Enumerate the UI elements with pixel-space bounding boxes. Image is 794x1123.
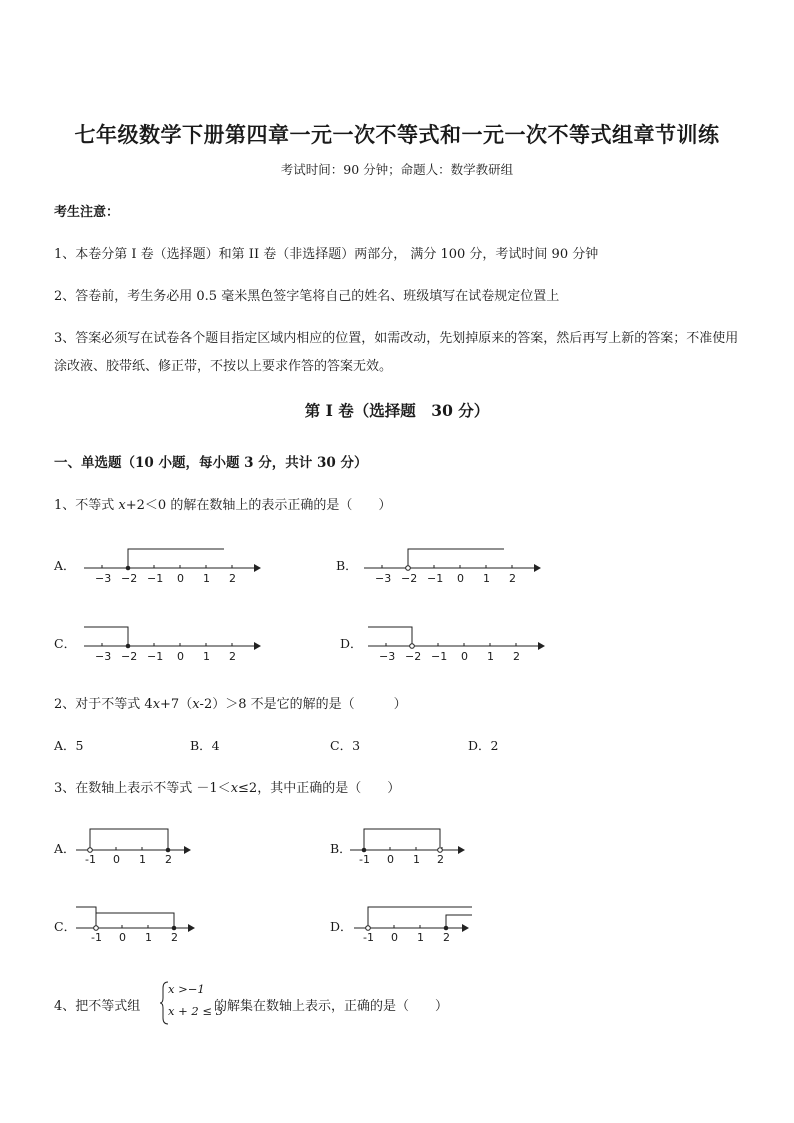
tick-label: 1 [203,572,210,585]
tick-label: 2 [165,853,172,866]
q1-option-c-number-line[interactable] [84,622,264,666]
q1-option-a-label[interactable]: A． [54,558,76,573]
question-3-text-a: 3、在数轴上表示不等式 －1＜ [54,781,231,796]
solid-endpoint [166,848,171,853]
tick-label: 2 [229,572,236,585]
tick-label: 2 [437,853,444,866]
q3-option-c-label[interactable]: C． [54,919,77,934]
question-4-pre: 4、把不等式组 [54,999,141,1014]
question-4-post: 的解集在数轴上表示，正确的是（ ） [214,999,449,1014]
notice-item-1: 1、本卷分第 I 卷（选择题）和第 II 卷（非选择题）两部分， 满分 100 分，考试时间 90 分钟 [54,247,599,262]
exam-subtitle: 考试时间：90 分钟；命题人：数学教研组 [280,162,514,177]
q2-option-b[interactable]: B．4 [190,738,220,753]
question-1-var: x [118,498,126,513]
question-1-pre: 1、不等式 [54,498,119,513]
solution-ray-upper [368,907,472,925]
tick-label: 0 [387,853,394,866]
question-2-text-a: 2、对于不等式 4 [54,697,153,712]
solution-ray-left [76,907,96,925]
tick-label: -1 [91,931,102,944]
tick-label: -1 [359,853,370,866]
tick-label: 1 [139,853,146,866]
tick-label: 2 [171,931,178,944]
q3-option-c-number-line[interactable] [76,904,201,946]
solid-endpoint [172,926,177,931]
tick-label: 0 [119,931,126,944]
open-endpoint [366,926,371,931]
q2-option-a[interactable]: A．5 [54,738,84,753]
axis-arrow [188,924,195,932]
question-2-text-c: -2）＞8 不是它的解的是（ ） [199,697,407,712]
solution-ray [128,549,224,568]
question-2-text-b: +7（ [160,697,193,712]
open-endpoint [94,926,99,931]
axis-arrow [538,642,545,650]
solution-ray-lower [446,915,472,928]
system-line-2: x + 2 ≤ 3 [168,1004,224,1018]
axis-arrow [254,564,261,572]
open-endpoint [438,848,443,853]
tick-label: −2 [401,572,418,585]
q3-option-d-label[interactable]: D． [330,919,353,934]
solid-endpoint [126,566,131,571]
part-title: 一、单选题（10 小题，每小题 3 分，共计 30 分） [54,455,368,471]
inequality-system [160,980,224,1026]
q3-option-a-number-line[interactable] [76,826,196,868]
tick-label: 1 [413,853,420,866]
solution-ray [84,627,128,646]
tick-label: −2 [405,650,422,663]
section-title: 第 I 卷（选择题 30 分） [304,401,490,420]
tick-label: -1 [85,853,96,866]
solid-endpoint [126,644,131,649]
notice-item-2: 2、答卷前，考生务必用 0.5 毫米黑色签字笔将自己的姓名、班级填写在试卷规定位置上 [54,289,560,304]
notice-heading: 考生注意： [54,205,120,220]
open-endpoint [88,848,93,853]
tick-label: 1 [417,931,424,944]
tick-label: −1 [431,650,448,663]
tick-label: 1 [145,931,152,944]
q1-option-b-number-line[interactable] [364,544,544,588]
axis-arrow [458,846,465,854]
solution-ray [368,627,412,643]
tick-label: −1 [147,650,164,663]
tick-label: −1 [147,572,164,585]
q3-option-d-number-line[interactable] [354,904,479,946]
tick-label: -1 [363,931,374,944]
solid-endpoint [444,926,449,931]
q2-option-d[interactable]: D．2 [468,738,499,753]
tick-label: 0 [113,853,120,866]
tick-label: 2 [443,931,450,944]
q2-option-c[interactable]: C．3 [330,738,361,753]
tick-label: −3 [95,650,112,663]
tick-label: 1 [483,572,490,585]
question-3-text-b: ≤2，其中正确的是（ ） [238,781,401,796]
solution-ray-right [96,913,174,928]
question-3-var: x [230,781,239,796]
axis-arrow [462,924,469,932]
solution-segment [364,829,440,850]
tick-label: −3 [95,572,112,585]
tick-label: −2 [121,650,138,663]
question-2 [54,693,407,712]
axis-arrow [184,846,191,854]
axis-arrow [254,642,261,650]
tick-label: 0 [177,650,184,663]
question-2-var-2: x [192,697,200,712]
q3-option-b-number-line[interactable] [350,826,470,868]
tick-label: 0 [457,572,464,585]
q1-option-c-label[interactable]: C． [54,636,77,651]
tick-label: −3 [375,572,392,585]
question-2-var-1: x [152,697,161,712]
q1-option-b-label[interactable]: B． [336,558,358,573]
tick-label: 1 [203,650,210,663]
question-1 [54,494,391,513]
question-3 [54,777,400,796]
q1-option-d-number-line[interactable] [368,622,548,666]
q1-option-d-label[interactable]: D． [340,636,363,651]
tick-label: 2 [229,650,236,663]
axis-arrow [534,564,541,572]
open-endpoint [410,644,415,649]
tick-label: 0 [177,572,184,585]
exam-title: 七年级数学下册第四章一元一次不等式和一元一次不等式组章节训练 [74,122,720,147]
tick-label: −1 [427,572,444,585]
solid-endpoint [362,848,367,853]
tick-label: 0 [461,650,468,663]
tick-label: 2 [509,572,516,585]
tick-label: 1 [487,650,494,663]
q1-option-a-number-line[interactable] [84,544,264,588]
q3-option-b-label[interactable]: B． [330,841,352,856]
tick-label: 0 [391,931,398,944]
tick-label: −2 [121,572,138,585]
solution-ray [408,549,504,565]
notice-item-3: 3、答案必须写在试卷各个题目指定区域内相应的位置，如需改动，先划掉原来的答案，然后再写上新的答案；不准使用涂改液、胶带纸、修正带，不按以上要求作答的答案无效。 [54,331,739,374]
system-line-1: x >−1 [168,982,205,996]
q3-option-a-label[interactable]: A． [54,841,76,856]
open-endpoint [406,566,411,571]
question-1-post: +2＜0 的解在数轴上的表示正确的是（ ） [125,498,392,513]
tick-label: 2 [513,650,520,663]
solution-segment [90,829,168,850]
tick-label: −3 [379,650,396,663]
